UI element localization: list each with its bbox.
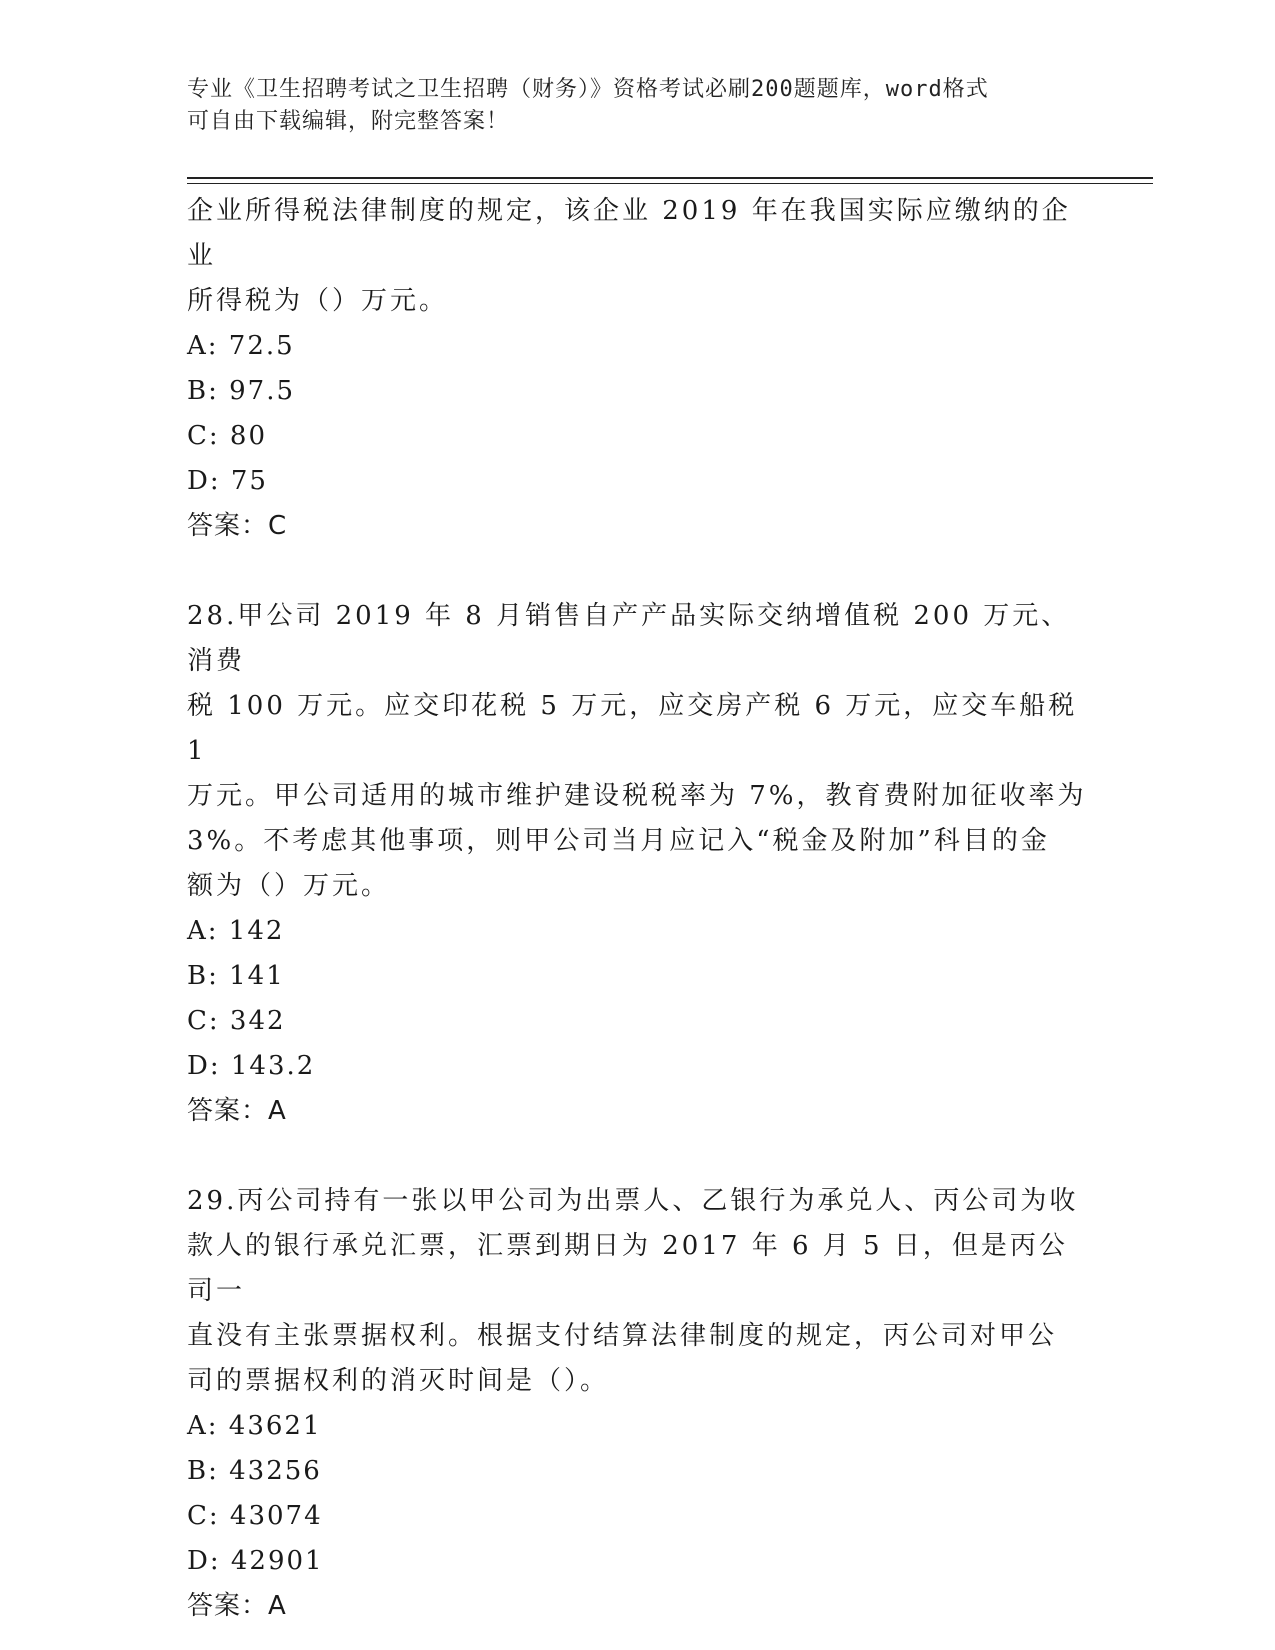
question-text-line: 企业所得税法律制度的规定，该企业 2019 年在我国实际应缴纳的企业 [187, 196, 1071, 271]
header-divider-thick [187, 177, 1153, 179]
question-block-28 [187, 594, 1087, 1134]
question-text-line: 司的票据权利的消灭时间是（）。 [187, 1366, 610, 1396]
option-c: C: 80 [187, 421, 268, 451]
option-a: A: 43621 [187, 1411, 322, 1441]
header-line-2: 可自由下载编辑，附完整答案！ [187, 109, 510, 134]
question-text-line: 3%。不考虑其他事项，则甲公司当月应记入“税金及附加”科目的金 [187, 826, 1050, 856]
answer-line: 答案：A [187, 1096, 287, 1126]
question-text-line: 税 100 万元。应交印花税 5 万元，应交房产税 6 万元，应交车船税 1 [187, 691, 1078, 766]
question-text-line: 万元。甲公司适用的城市维护建设税税率为 7%，教育费附加征收率为 [187, 781, 1087, 811]
question-text-line: 28.甲公司 2019 年 8 月销售自产产品实际交纳增值税 200 万元、消费 [187, 601, 1071, 676]
option-a: A: 142 [187, 916, 285, 946]
header-divider-thin [187, 183, 1153, 184]
option-b: B: 97.5 [187, 376, 296, 406]
option-a: A: 72.5 [187, 331, 295, 361]
question-text-line: 额为（）万元。 [187, 871, 391, 901]
header-line-1: 专业《卫生招聘考试之卫生招聘（财务）》资格考试必刷200题题库，word格式 [187, 77, 989, 102]
option-b: B: 43256 [187, 1456, 322, 1486]
question-block-27 [187, 189, 1087, 549]
question-block-29 [187, 1179, 1087, 1629]
option-c: C: 342 [187, 1006, 286, 1036]
answer-line: 答案：A [187, 1591, 287, 1621]
document-header [187, 74, 1067, 138]
option-b: B: 141 [187, 961, 285, 991]
spacer [187, 549, 1087, 594]
question-text-line: 直没有主张票据权利。根据支付结算法律制度的规定，丙公司对甲公 [187, 1321, 1058, 1351]
spacer [187, 1134, 1087, 1179]
option-d: D: 75 [187, 466, 268, 496]
question-text-line: 款人的银行承兑汇票，汇票到期日为 2017 年 6 月 5 日，但是丙公司一 [187, 1231, 1068, 1306]
option-d: D: 143.2 [187, 1051, 316, 1081]
option-c: C: 43074 [187, 1501, 323, 1531]
question-text-line: 29.丙公司持有一张以甲公司为出票人、乙银行为承兑人、丙公司为收 [187, 1186, 1079, 1216]
question-text-line: 所得税为（）万元。 [187, 286, 449, 316]
answer-line: 答案：C [187, 511, 288, 541]
option-d: D: 42901 [187, 1546, 324, 1576]
questions-content [187, 189, 1087, 1629]
